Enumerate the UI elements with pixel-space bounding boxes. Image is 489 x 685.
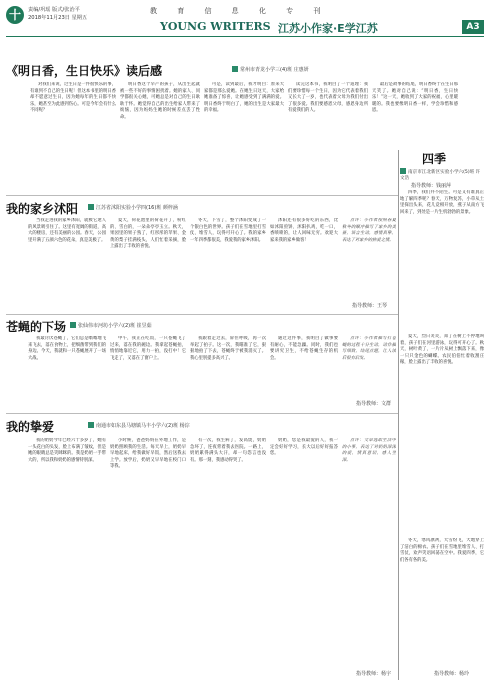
editor-meta: 责编/巩瑶 版式/张治平 [28,7,80,13]
section-divider [6,413,398,414]
article-cangying [6,318,396,410]
comment-text: 点评：文章选取生活中的小事，表达了对奶奶深深的爱，情真意切，感人至深。 [342,438,396,463]
paragraph: 可是，读到最后，我才明白：原来大家都是那么爱她。在她生日这天，大家给她准备了惊喜，让她感受到了满满的爱。明日香终于明白了，她的出生是大家最大的幸福。 [204,82,284,114]
brand-cn: 江苏小作家·E学江苏 [278,22,378,35]
article-comment [342,336,396,398]
paragraph: 夏天，荷花池里的荷花开了，粉红的、雪白的，一朵朵亭亭玉立。秋天，果园里的果子熟了，红彤彤的苹果、金黄的梨子挂满枝头，人们忙着采摘，脸上露出了丰收的喜悦。 [110,218,186,250]
paragraph: 我跟着走过去，屏住呼吸，再一次举起了拍子。这一次，我瞄准了它，狠狠地拍了下去，苍蝇终于被我消灭了。我心里别提多高兴了。 [190,336,266,361]
article-title: 我的挚爱 [6,420,55,434]
paragraph: 明日香这个早产的孩子，从出生起就被一些不好的事情困扰着。她的家人、同学都很关心她，可她总是对自己的生日耿耿于怀。她觉得自己的出生给家人带来了烦恼，因为妈妈生她的时候差点丢了性命。 [120,82,200,120]
article-column [110,336,186,408]
comment-text: 点评：小作者按照春夏秋冬的顺序描写了家乡的美景，语言生动，感情真挚，表达了对家乡的热爱之情。 [342,218,396,243]
teacher-credit: 指导教师：文群 [356,401,392,407]
section-divider [6,314,398,315]
article-column [28,218,106,310]
article-siji [400,150,484,680]
article-column [400,538,484,668]
article-column [28,336,106,408]
paragraph: 我的奶奶今年已经六十多岁了，她有一头花白的头发，脸上布满了皱纹，但是她的眼睛总是笑眯眯的。我是奶奶一手带大的，所以我和奶奶的感情特别深。 [28,438,106,463]
header-rule [6,36,484,37]
article-column [110,438,186,678]
article-column [270,336,338,408]
byline-text: 常州市青龙小学三(4)班 庄惠妍 [240,67,309,73]
article-column [270,218,338,310]
paragraph: 小时候，爸爸妈妈在外地工作，是奶奶照顾我的生活。每天早上，奶奶早早地起床，给我做好早饭，然后送我去上学。放学后，奶奶又早早地在校门口等我。 [110,438,186,470]
teacher-credit: 指导教师：杨玲 [434,671,470,677]
byline-text: 张仙伟市河坊小学六(2)班 崔昱茹 [78,323,152,329]
article-shuyang [6,200,396,312]
byline-text: 南京市江北新区实验小学六(5)班 许文浩 [400,170,481,181]
article-column [190,336,266,408]
issue-date: 2018年11月23日 星期五 [28,15,88,21]
article-zhiai [6,418,396,680]
teacher-credit: 指导教师：钱丽萍 [411,183,452,189]
paragraph: 沭阳还有很多好吃的东西，比如沭阳煎饼、沭阳扒鸡，吃一口，香喷喷的，让人回味无穷。欢迎大家来我的家乡做客！ [270,218,338,243]
article-comment [342,218,396,298]
article-byline [232,66,309,73]
article-column [270,438,338,678]
article-byline [70,322,152,329]
bullet-square-icon [232,66,238,72]
paragraph: 我最讨厌苍蝇了，它们总是嗡嗡地飞来飞去，落在食物上，把细菌带到我们的身边。今天，我就和一只苍蝇展开了一场大战。 [28,336,106,361]
byline-text: 南通市如东县马塘镇马丰小学六(2)班 杨淙 [96,423,190,429]
article-title: 苍蝇的下场 [6,320,67,334]
article-byline [88,422,190,429]
article-column [190,438,266,678]
article-byline [400,168,484,182]
article-column [400,190,484,330]
article-column [400,334,484,534]
article-comment [342,438,396,668]
article-title: 我的家乡沭阳 [6,202,79,216]
paragraph: 最后是故事的结尾，明日香终于在生日那天笑了。她对自己说：“明日香，生日快乐！”这一天，她收到了大家的祝福，心里暖暖的。我也要像明日香一样，学会珍惜和感恩。 [372,82,458,114]
bullet-square-icon [88,422,94,428]
page-badge: 十 [6,6,24,24]
bullet-square-icon [88,204,94,210]
brand-en: YOUNG WRITERS [160,20,271,33]
paragraph: 中午，我正在吃饭，一只苍蝇飞了过来，落在我的碗边。我拿起苍蝇拍，悄悄地靠近它，用力一拍，没打中！它飞走了，又落在了窗户上。 [110,336,186,361]
article-column [204,82,284,192]
paragraph: 读完这本书，我明白了一个道理：我们要珍惜每一个生日，因为它代表着我们又长大了一岁，也代表着父母为我们付出了很多爱。我们要感恩父母，感恩身边所有爱我们的人。 [288,82,368,114]
paragraph: 四季，我们并不陌生。可是又有谁真正地了解四季呢？春天，万物复苏，小草从土里探出头来，花儿竞相开放，燕子从南方飞回来了，到处是一片生机勃勃的景象。 [400,190,484,215]
teacher-credit: 指导教师：王琴 [352,303,388,309]
article-column [30,82,116,192]
bullet-square-icon [400,168,406,174]
header [0,0,489,40]
article-byline [88,204,178,211]
article-column [110,218,186,310]
paragraph: 通过这件事，我明白了做事要有耐心，不能急躁。同时，我们也要讲究卫生，不给苍蝇生存的机会。 [270,336,338,361]
paragraph: 冬天，下雪了，整个沭阳变成了一个银白色的世界。孩子们在雪地里打雪仗、堆雪人，玩得可开心了。我的家乡一年四季都很美，我爱我的家乡沭阳。 [190,218,266,243]
article-column [190,218,266,310]
teacher-credit: 指导教师：杨宇 [356,671,392,677]
article-column [288,82,368,192]
paragraph: 有一次，我生病了，发高烧，奶奶急坏了，连夜背着我去医院。一路上，奶奶累得满头大汗，却一句怨言也没有。那一刻，我感动得哭了。 [190,438,266,463]
paragraph: 当我走进我的家乡沭阳，就被它迷人的风景吸引住了。这里有宽阔的街道，高大的楼房，还有美丽的公园。春天，公园里开满了五颜六色的花朵，真是美极了。 [28,218,106,243]
page-number: A3 [462,20,484,34]
article-column [28,438,106,638]
comment-text: 点评：小作者描写打苍蝇的过程十分生动，动作描写细致，结尾点题，让人读后很有启发。 [342,336,396,361]
paragraph: 奶奶，您是我最爱的人，我一定会好好学习，长大以后好好报答您。 [270,438,338,457]
paragraph: 对我们来说，过生日是一件很快乐的事，有谁到不自己的生日呢！但这本书里的明日香却不愿意过生日，因为她每年的生日都不快乐，她甚至为此感到伤心。可是今年会有什么不同呢？ [30,82,116,114]
article-column [120,82,200,192]
paragraph: 冬天，寒风凛冽，大雪纷飞，大地穿上了洁白的棉衣。孩子们在雪地里堆雪人、打雪仗，欢声笑语回荡在空中。我爱四季，它们各有各的美。 [400,538,484,563]
article-title: 四季 [422,152,447,166]
article-title: 《明日香，生日快乐》读后感 [6,64,163,78]
paragraph: 夏天，烈日炎炎，知了在树上不停地叫着，孩子们在河里游泳，玩得可开心了。秋天，树叶黄了，一片片从树上飘落下来，像一只只金色的蝴蝶。农民伯伯忙着收割庄稼，脸上露出了丰收的喜悦。 [400,334,484,366]
header-slogan: 教 育 信 息 化 专 刊 [150,7,330,15]
bullet-square-icon [70,322,76,328]
section-divider [6,195,398,196]
byline-text: 江苏省沭阳实验小学四(16)班 颜梓涵 [96,205,178,211]
column-divider [398,150,399,680]
